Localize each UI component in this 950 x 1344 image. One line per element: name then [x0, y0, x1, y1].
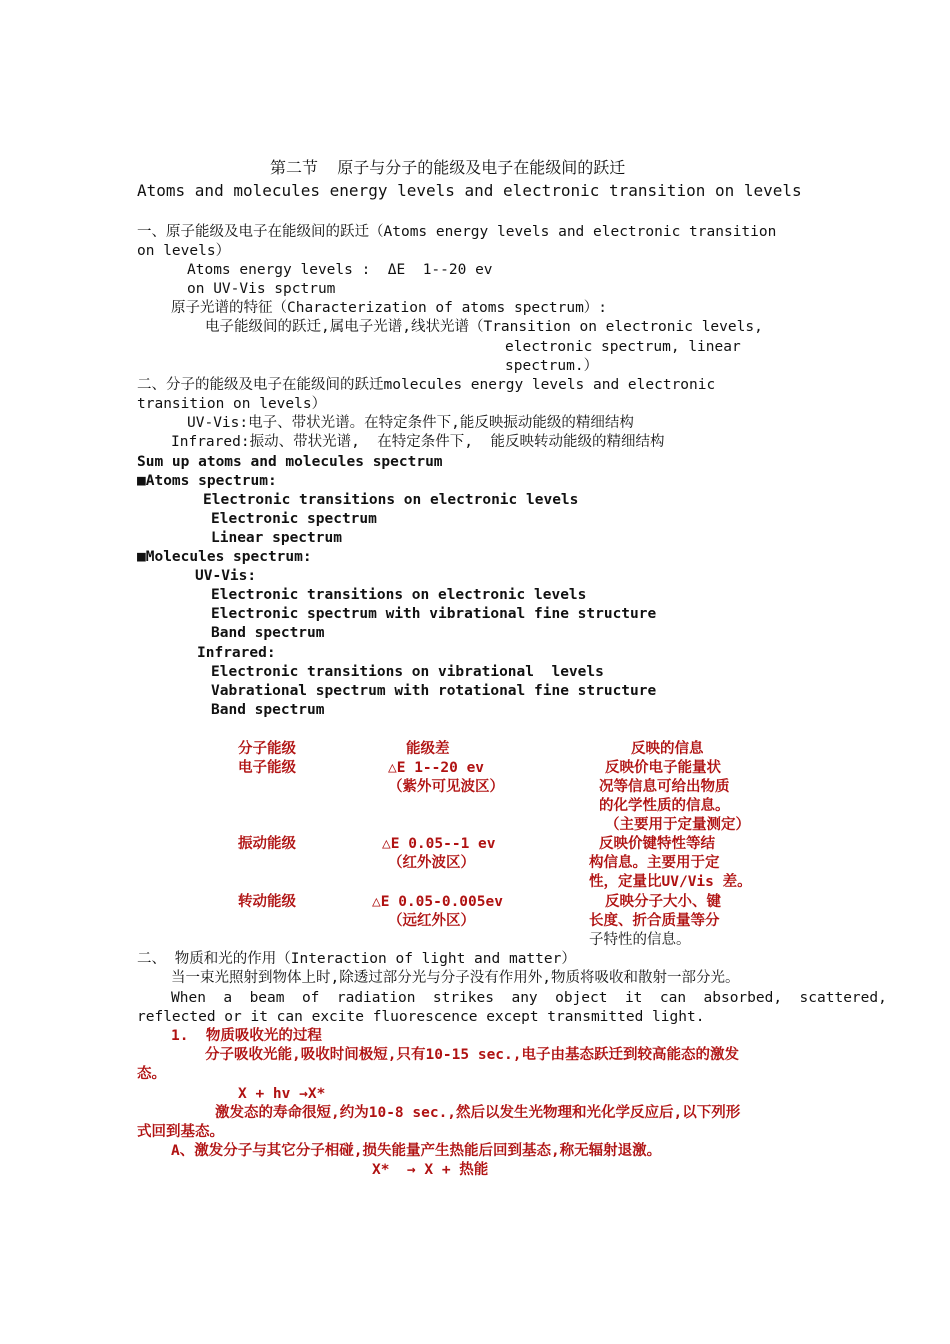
summary-heading: Sum up atoms and molecules spectrum [137, 454, 443, 470]
absorption-text-line2: 态。 [137, 1066, 166, 1082]
uvvis-label: UV-Vis: [195, 568, 257, 584]
infrared-item: Vabrational spectrum with rotational fine structure [211, 683, 657, 699]
atoms-item: Electronic spectrum [211, 511, 377, 527]
section3-paragraph-en-line1: When a beam of radiation strikes any object it can absorbed, scattered, [171, 990, 887, 1006]
infrared-description: Infrared:振动、带状光谱, 在特定条件下, 能反映转动能级的精细结构 [171, 434, 665, 450]
nonradiative-equation: X* → X + 热能 [372, 1162, 489, 1178]
uvvis-item: Electronic spectrum with vibrational fine structure [211, 606, 657, 622]
table-cell-diff: △E 0.05-0.005ev [372, 894, 503, 910]
table-cell-diff-region: （红外波区） [388, 855, 475, 871]
page-title-cn: 第二节 原子与分子的能级及电子在能级间的跃迁 [270, 158, 626, 177]
infrared-item: Electronic transitions on vibrational levels [211, 664, 604, 680]
atoms-item: Electronic transitions on electronic levels [203, 492, 579, 508]
infrared-label: Infrared: [197, 645, 276, 661]
nonradiative-decay-text: A、激发分子与其它分子相碰,损失能量产生热能后回到基态,称无辐射退激。 [171, 1143, 662, 1159]
table-cell-diff-region: （紫外可见波区） [388, 779, 504, 795]
table-cell-info: 反映价电子能量状 [605, 760, 721, 776]
table-header-diff: 能级差 [406, 741, 450, 757]
table-cell-diff: △E 0.05--1 ev [382, 836, 496, 852]
excited-state-text-line2: 式回到基态。 [137, 1124, 224, 1140]
atoms-spectral-region: on UV-Vis spctrum [187, 281, 336, 297]
table-cell-diff-region: （远红外区） [388, 913, 475, 929]
table-cell-info: 反映分子大小、键 [605, 894, 721, 910]
section3-heading: 二、 物质和光的作用（Interaction of light and matter） [137, 951, 576, 967]
table-cell-level: 振动能级 [238, 836, 296, 852]
atoms-characterization-heading: 原子光谱的特征（Characterization of atoms spectrum）: [171, 300, 608, 316]
atoms-energy-levels: Atoms energy levels : ΔE 1--20 ev [187, 262, 493, 278]
uvvis-description: UV-Vis:电子、带状光谱。在特定条件下,能反映振动能级的精细结构 [187, 415, 634, 431]
atoms-characterization-line1: 电子能级间的跃迁,属电子光谱,线状光谱（Transition on electronic levels, [205, 319, 763, 335]
absorption-process-heading: 1. 物质吸收光的过程 [171, 1028, 322, 1044]
table-header-level: 分子能级 [238, 741, 296, 757]
table-cell-level: 电子能级 [238, 760, 296, 776]
section3-paragraph-en-line2: reflected or it can excite fluorescence except transmitted light. [137, 1009, 705, 1025]
atoms-characterization-line2: electronic spectrum, linear [505, 339, 741, 355]
table-cell-info: 构信息。主要用于定 [589, 855, 720, 871]
section3-paragraph-cn: 当一束光照射到物体上时,除透过部分光与分子没有作用外,物质将吸收和散射一部分光。 [171, 970, 740, 986]
table-cell-info: 性，定量比UV/Vis 差。 [589, 874, 752, 890]
infrared-item: Band spectrum [211, 702, 325, 718]
molecules-spectrum-heading: ■Molecules spectrum: [137, 549, 312, 565]
absorption-text-line1: 分子吸收光能,吸收时间极短,只有10-15 sec.,电子由基态跃迁到较高能态的激发 [205, 1047, 739, 1063]
atoms-characterization-line3: spectrum.） [505, 358, 599, 374]
absorption-equation: X + hv →X* [238, 1086, 326, 1102]
table-cell-info: 况等信息可给出物质 [599, 779, 730, 795]
atoms-item: Linear spectrum [211, 530, 342, 546]
section2-heading-line2: transition on levels） [137, 396, 327, 412]
table-cell-level: 转动能级 [238, 894, 296, 910]
atoms-spectrum-heading: ■Atoms spectrum: [137, 473, 277, 489]
table-cell-diff: △E 1--20 ev [388, 760, 485, 776]
uvvis-item: Electronic transitions on electronic levels [211, 587, 587, 603]
table-cell-info: 长度、折合质量等分 [589, 913, 720, 929]
table-header-info: 反映的信息 [631, 741, 704, 757]
table-cell-info: 反映价键特性等结 [599, 836, 715, 852]
table-cell-info: 子特性的信息。 [589, 932, 691, 948]
excited-state-text-line1: 激发态的寿命很短,约为10-8 sec.,然后以发生光物理和光化学反应后,以下列形 [215, 1105, 741, 1121]
section2-heading-line1: 二、分子的能级及电子在能级间的跃迁molecules energy levels and electronic [137, 377, 716, 393]
page-title-en: Atoms and molecules energy levels and electronic transition on levels [137, 181, 802, 200]
section1-heading-line1: 一、原子能级及电子在能级间的跃迁（Atoms energy levels and electronic transition [137, 224, 777, 240]
uvvis-item: Band spectrum [211, 625, 325, 641]
section1-heading-line2: on levels） [137, 243, 231, 259]
table-cell-info: 的化学性质的信息。 [599, 798, 730, 814]
table-cell-info: （主要用于定量测定） [605, 817, 750, 833]
